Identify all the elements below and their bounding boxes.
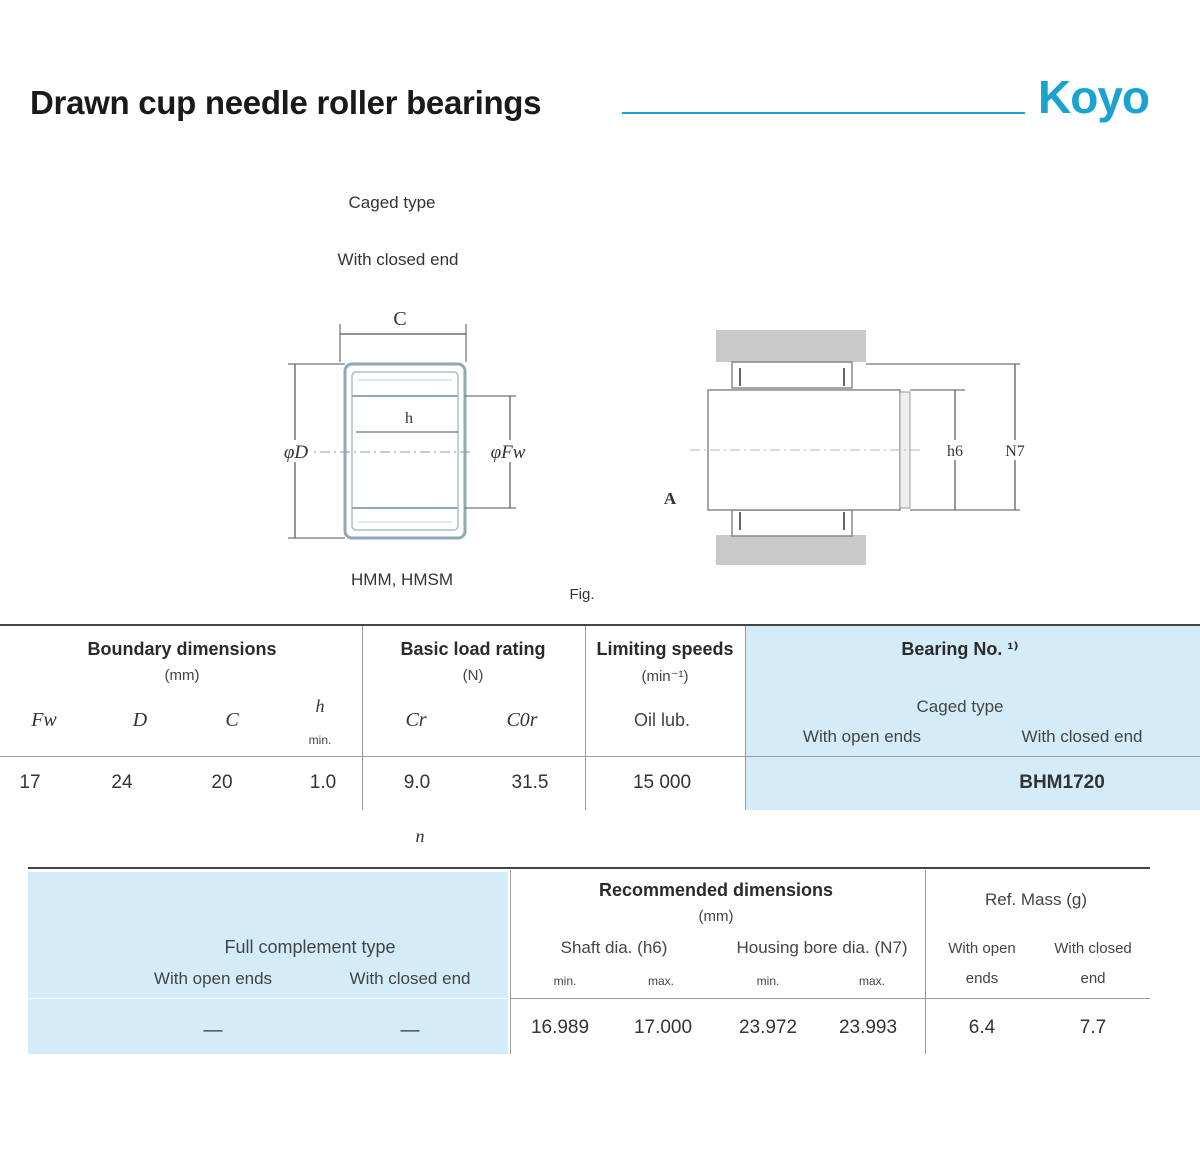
col-cr: Cr xyxy=(405,709,427,731)
speed-unit: (min⁻¹) xyxy=(641,668,689,685)
figure-end-label: With closed end xyxy=(337,250,459,269)
table1-divider xyxy=(362,626,363,810)
col-oil: Oil lub. xyxy=(633,710,691,730)
row-cr: 9.0 xyxy=(403,772,431,793)
shaft-dia-header: Shaft dia. (h6) xyxy=(560,938,668,957)
mass-closed-header-2: end xyxy=(1080,970,1106,987)
row-h: 1.0 xyxy=(309,772,337,793)
closed-end-header: With closed end xyxy=(1021,727,1143,746)
fig-label: Fig. xyxy=(569,586,595,603)
shaft-max-header: max. xyxy=(647,974,675,988)
mark-a-label: A xyxy=(663,489,677,508)
col-h: h xyxy=(315,696,325,716)
table2-header-rule-left xyxy=(28,998,508,999)
mass-closed-header-1: With closed xyxy=(1054,940,1132,957)
tol-shaft-label: h6 xyxy=(947,443,963,460)
col-d: D xyxy=(132,709,148,731)
dim-h-label: h xyxy=(405,410,413,427)
table2-top-rule xyxy=(28,867,1150,869)
bearing-no-header: Bearing No. ¹⁾ xyxy=(901,639,1019,659)
row-mass-closed: 7.7 xyxy=(1079,1017,1107,1038)
page-title: Drawn cup needle roller bearings xyxy=(30,84,542,121)
mass-open-header-1: With open xyxy=(948,940,1016,957)
brand-logo: Koyo xyxy=(1038,71,1149,123)
mass-open-header-2: ends xyxy=(965,970,999,987)
row-shaft-max: 17.000 xyxy=(633,1017,693,1038)
table1-header-rule xyxy=(0,756,1200,757)
caged-type-header: Caged type xyxy=(916,697,1004,716)
series-label: HMM, HMSM xyxy=(351,570,453,589)
table1-divider xyxy=(585,626,586,810)
boundary-header: Boundary dimensions xyxy=(87,639,277,659)
row-mass-open: 6.4 xyxy=(968,1017,996,1038)
footnote-marker: n xyxy=(415,826,425,846)
row-c0r: 31.5 xyxy=(511,772,549,793)
dim-c-label: C xyxy=(393,308,407,330)
open-ends-header: With open ends xyxy=(802,727,922,746)
load-unit: (N) xyxy=(462,667,484,684)
row-bearing-closed: BHM1720 xyxy=(1019,772,1105,793)
dim-d-label: φD xyxy=(283,442,309,463)
row-housing-max: 23.993 xyxy=(838,1017,898,1038)
housing-max-header: max. xyxy=(858,974,886,988)
housing-bore-header: Housing bore dia. (N7) xyxy=(736,938,908,957)
mass-header: Ref. Mass (g) xyxy=(984,890,1088,909)
shaft-min-header: min. xyxy=(553,974,577,988)
table2-divider xyxy=(510,870,511,1054)
cup-section-drawing xyxy=(278,308,532,538)
load-header: Basic load rating xyxy=(400,639,546,659)
col-c0r: C0r xyxy=(506,709,538,731)
speed-header: Limiting speeds xyxy=(596,639,734,659)
table2-header-rule xyxy=(510,998,1150,999)
dim-fw-label: φFw xyxy=(490,442,526,463)
boundary-unit: (mm) xyxy=(164,667,200,684)
col-fw: Fw xyxy=(31,709,57,731)
table2-divider xyxy=(925,870,926,1054)
row-full-closed: — xyxy=(400,1020,420,1041)
row-full-open: — xyxy=(203,1020,223,1041)
full-closed-header: With closed end xyxy=(349,969,471,988)
full-open-header: With open ends xyxy=(153,969,273,988)
row-fw: 17 xyxy=(19,772,41,793)
bearing-drawings xyxy=(0,300,1200,610)
figure-type-label: Caged type xyxy=(348,193,436,212)
full-complement-highlight xyxy=(28,872,508,1054)
housing-min-header: min. xyxy=(756,974,780,988)
row-d: 24 xyxy=(111,772,133,793)
recommended-unit: (mm) xyxy=(698,908,734,925)
row-speed: 15 000 xyxy=(632,772,692,793)
recommended-header: Recommended dimensions xyxy=(598,880,834,900)
table1-top-rule xyxy=(0,624,1200,626)
row-shaft-min: 16.989 xyxy=(530,1017,590,1038)
col-c: C xyxy=(225,709,239,731)
row-housing-min: 23.972 xyxy=(738,1017,798,1038)
table1-divider xyxy=(745,626,746,810)
tol-housing-label: N7 xyxy=(1005,443,1025,460)
mounting-drawing xyxy=(664,330,1030,565)
title-rule xyxy=(622,112,1025,114)
row-c: 20 xyxy=(211,772,233,793)
col-h-sub: min. xyxy=(308,733,332,747)
full-complement-header: Full complement type xyxy=(224,937,396,957)
